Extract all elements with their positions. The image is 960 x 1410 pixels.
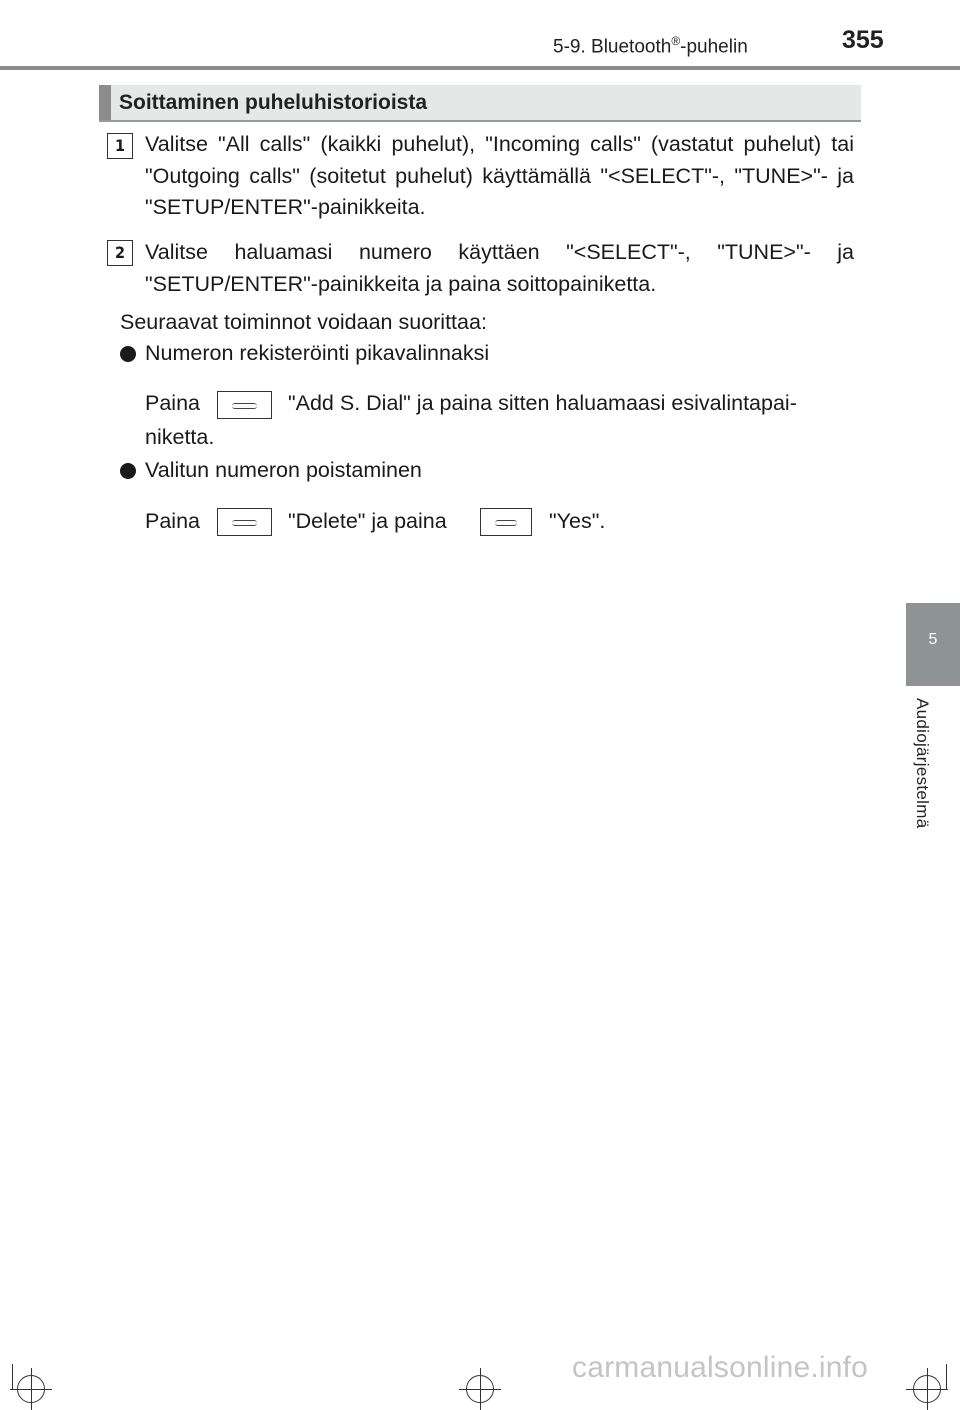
soft-key-button-icon <box>480 508 532 536</box>
step-text-1: Valitse "All calls" (kaikki puhelut), "Incoming calls" (vastatut puhelut) tai "Outgoing calls" (soitetut puhelut) käyttämällä "<SELECT"-, "TUNE>"- ja "SETUP/ENTER"-painikkeita. <box>145 132 854 219</box>
section-header-bar <box>99 85 861 122</box>
delete-instruction-start: Paina <box>145 509 200 533</box>
intro-text: Seuraavat toiminnot voidaan suorittaa: <box>120 310 487 334</box>
soft-key-button-icon <box>217 391 272 419</box>
header-divider <box>0 66 960 70</box>
step-number-1: 1 <box>107 133 133 159</box>
bullet-heading-delete-number: Valitun numeron poistaminen <box>145 458 422 482</box>
speed-dial-instruction-end: "Add S. Dial" ja paina sitten haluamaasi esivalintapai- <box>288 391 797 415</box>
delete-instruction-end: "Yes". <box>549 509 606 533</box>
bullet-dot-icon <box>120 346 136 362</box>
step-text-2: Valitse haluamasi numero käyttäen "<SELECT"-, "TUNE>"- ja "SETUP/ENTER"-painikkeita ja paina soittopainiketta. <box>145 240 854 296</box>
watermark: carmanualsonline.info <box>572 1351 869 1384</box>
chapter-suffix: -puhelin <box>680 36 748 58</box>
page-number: 355 <box>842 26 884 54</box>
section-title: Soittaminen puheluhistorioista <box>119 91 428 114</box>
bullet-heading-speed-dial: Numeron rekisteröinti pikavalinnaksi <box>145 341 490 365</box>
header-chapter-title <box>553 34 748 58</box>
delete-instruction-middle: "Delete" ja paina <box>288 509 447 533</box>
soft-key-button-icon <box>217 508 272 536</box>
chapter-side-label: Audiojärjestelmä <box>913 698 932 829</box>
registration-mark-icon <box>913 1375 941 1403</box>
chapter-prefix: 5-9. Bluetooth <box>553 36 672 58</box>
bullet-dot-icon <box>120 463 136 479</box>
registered-mark: ® <box>671 34 681 48</box>
chapter-side-tab[interactable] <box>906 603 960 686</box>
chapter-tab-number: 5 <box>928 631 938 648</box>
crop-mark-icon <box>12 1364 13 1390</box>
step-number-2: 2 <box>107 240 133 266</box>
speed-dial-instruction-wrap: niketta. <box>145 425 215 449</box>
speed-dial-instruction-start: Paina <box>145 391 200 415</box>
crop-mark-icon <box>946 1364 947 1390</box>
registration-mark-icon <box>466 1375 494 1403</box>
registration-mark-icon <box>17 1375 45 1403</box>
